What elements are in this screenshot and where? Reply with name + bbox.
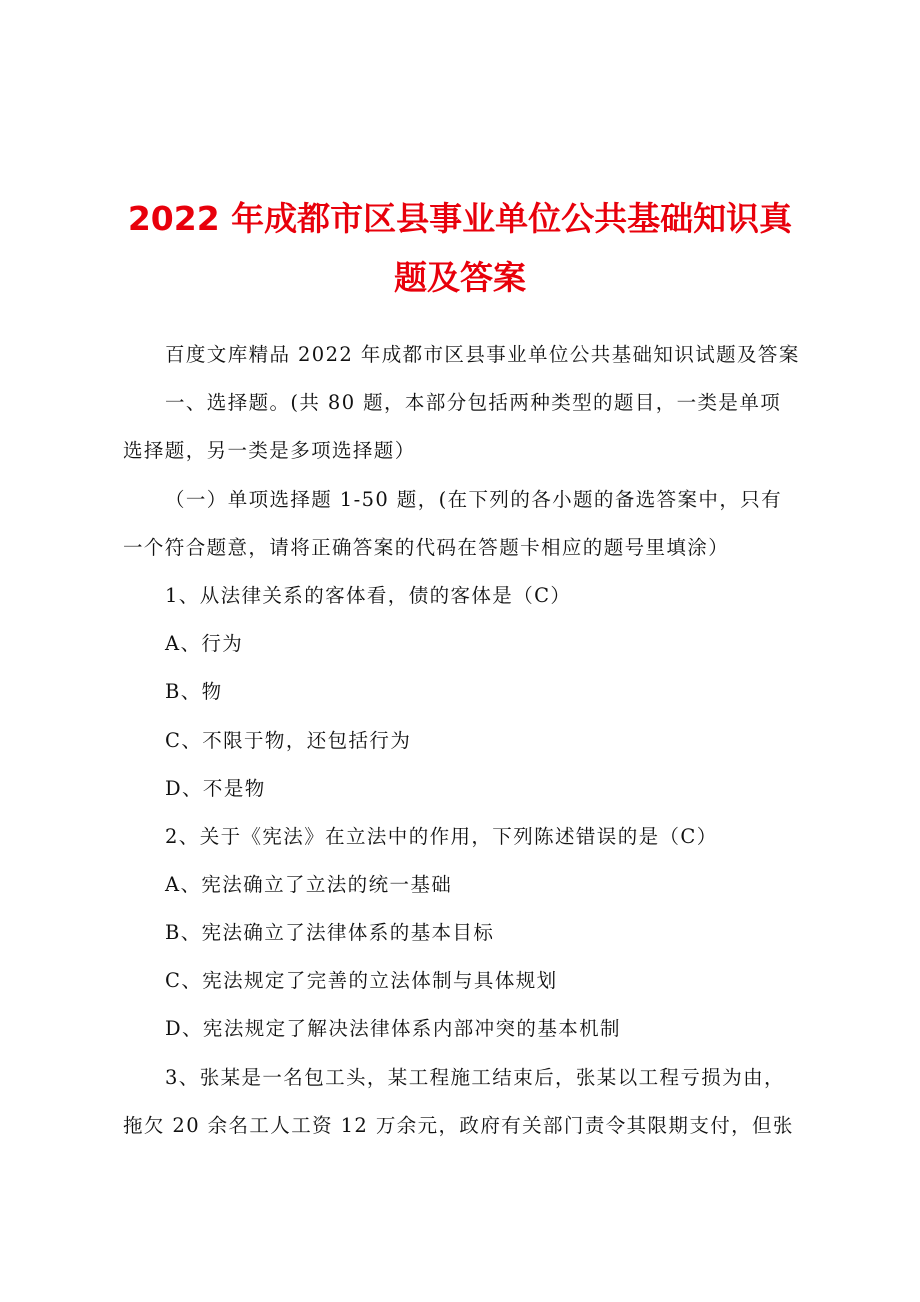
question-2-option-d: D、宪法规定了解决法律体系内部冲突的基本机制 (165, 1017, 621, 1040)
question-1-option-a: A、行为 (165, 632, 244, 655)
question-1-option-b: B、物 (165, 680, 223, 703)
question-3-stem-line-1: 3、张某是一名包工头，某工程施工结束后，张某以工程亏损为由， (165, 1066, 785, 1089)
section-heading-line-1: 一、选择题。(共 80 题，本部分包括两种类型的题目，一类是单项 (165, 391, 782, 414)
question-3-stem-line-2: 拖欠 20 余名工人工资 12 万余元，政府有关部门责令其限期支付，但张 (123, 1114, 794, 1137)
subsection-heading-line-1: （一）单项选择题 1-50 题，(在下列的各小题的备选答案中，只有 (165, 488, 783, 511)
question-1-stem: 1、从法律关系的客体看，债的客体是（C） (165, 584, 572, 607)
subsection-heading-line-2: 一个符合题意，请将正确答案的代码在答题卡相应的题号里填涂） (123, 536, 730, 559)
intro-paragraph: 百度文库精品 2022 年成都市区县事业单位公共基础知识试题及答案 (165, 343, 800, 366)
question-2-option-c: C、宪法规定了完善的立法体制与具体规划 (165, 969, 558, 992)
question-1-option-c: C、不限于物，还包括行为 (165, 729, 412, 752)
question-2-stem: 2、关于《宪法》在立法中的作用，下列陈述错误的是（C） (165, 825, 718, 848)
document-title-line-2: 题及答案 (394, 258, 526, 297)
question-1-option-d: D、不是物 (165, 777, 266, 800)
question-2-option-b: B、宪法确立了法律体系的基本目标 (165, 921, 495, 944)
question-2-option-a: A、宪法确立了立法的统一基础 (165, 873, 453, 896)
section-heading-line-2: 选择题，另一类是多项选择题） (123, 439, 416, 462)
document-title-line-1: 2022 年成都市区县事业单位公共基础知识真 (127, 199, 793, 238)
